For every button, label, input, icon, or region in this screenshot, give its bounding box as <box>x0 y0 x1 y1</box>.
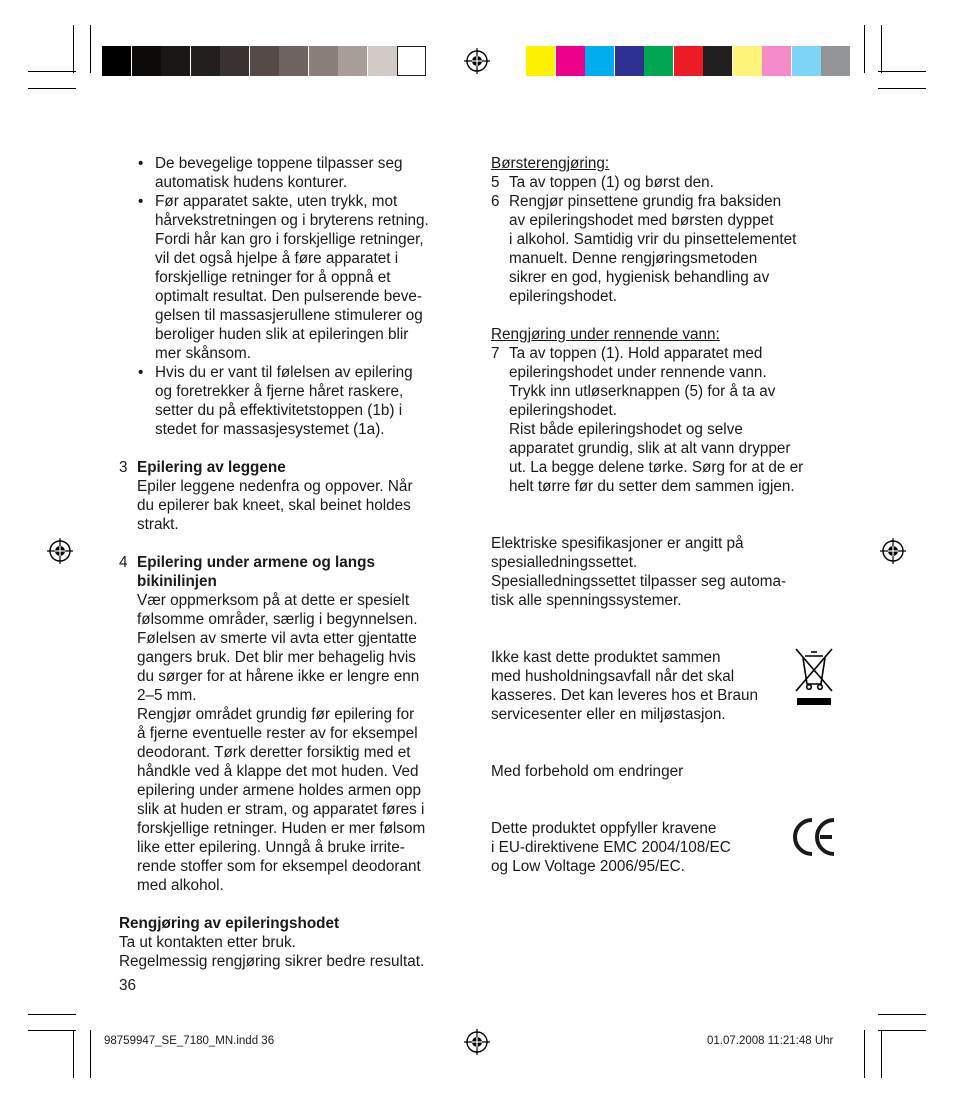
brush-cleaning-heading: Børsterengjøring: <box>491 155 610 172</box>
step-title: Epilering under armene og langs <box>137 554 375 571</box>
step-line: Følelsen av smerte vil avta etter gjentatte <box>137 630 417 647</box>
bullet-item <box>138 192 464 363</box>
crossed-out-wheelie-bin-icon <box>793 646 835 708</box>
bullet-line: mer skånsom. <box>155 345 252 362</box>
color-swatch <box>762 46 791 76</box>
step-line: håndkle ved å klappe det mot huden. Ved <box>137 763 419 780</box>
bullet-line: setter du på effektivitetstoppen (1b) i <box>155 402 403 419</box>
step-line: slik at huden er stram, og apparatet føres i <box>137 801 425 818</box>
left-column <box>119 154 464 995</box>
crop-mark <box>90 1030 91 1078</box>
water-cleaning-heading: Rengjøring under rennende vann: <box>491 326 720 343</box>
cleaning-section <box>119 914 464 971</box>
crop-mark <box>878 88 926 89</box>
registration-mark-icon <box>464 48 490 74</box>
step-line: deodorant. Tørk deretter forsiktig med et <box>137 744 411 761</box>
crop-mark <box>881 1030 882 1078</box>
crop-mark <box>73 25 74 73</box>
paragraph-line: kasseres. Det kan leveres hos et Braun <box>491 687 758 704</box>
bullet-marker: • <box>138 364 144 381</box>
bullet-line: beroliger huden slik at epileringen blir <box>155 326 409 343</box>
color-swatch <box>161 46 190 76</box>
paragraph-line: med husholdningsavfall når det skal <box>491 668 735 685</box>
reservation-note: Med forbehold om endringer <box>491 763 684 780</box>
step-number: 5 <box>491 174 500 191</box>
crop-mark <box>864 1030 865 1078</box>
step-line: manuelt. Denne rengjøringsmetoden <box>509 250 758 267</box>
step-line: Trykk inn utløserknappen (5) for å ta av <box>509 383 776 400</box>
step-number: 4 <box>119 554 128 571</box>
step-4 <box>119 553 464 895</box>
crop-mark <box>878 1014 926 1015</box>
step-line: epilering under armene holdes armen opp <box>137 782 422 799</box>
color-swatch <box>368 46 397 76</box>
step-line: epileringshodet. <box>509 402 618 419</box>
color-swatch <box>615 46 644 76</box>
paragraph-line: Ikke kast dette produktet sammen <box>491 649 721 666</box>
color-swatch <box>585 46 614 76</box>
bullet-item <box>138 154 464 192</box>
step-line: Rengjør pinsettene grundig fra baksiden <box>509 193 782 210</box>
paragraph-line: Spesialledningssettet tilpasser seg automa- <box>491 573 787 590</box>
crop-mark <box>28 1014 76 1015</box>
step-6 <box>491 192 836 306</box>
color-swatch <box>250 46 279 76</box>
timestamp-slug: 01.07.2008 11:21:48 Uhr <box>707 1035 834 1047</box>
color-swatch <box>102 46 131 76</box>
step-number: 3 <box>119 459 128 476</box>
step-line: med alkohol. <box>137 877 224 894</box>
page-number: 36 <box>119 977 137 994</box>
color-swatch <box>309 46 338 76</box>
color-swatch <box>556 46 585 76</box>
step-line: 2–5 mm. <box>137 687 197 704</box>
step-line: å fjerne eventuelle rester av for eksempel <box>137 725 418 742</box>
step-line: helt tørre før du setter dem sammen igjen. <box>509 478 795 495</box>
color-swatch <box>132 46 161 76</box>
color-swatch <box>338 46 367 76</box>
color-swatch <box>397 46 426 76</box>
color-swatch <box>191 46 220 76</box>
step-title: bikinilinjen <box>137 573 217 590</box>
step-line: like etter epilering. Unngå å bruke irrite- <box>137 839 405 856</box>
step-line: Ta av toppen (1). Hold apparatet med <box>509 345 763 362</box>
bullet-line: optimalt resultat. Den pulserende beve- <box>155 288 422 305</box>
color-swatch <box>279 46 308 76</box>
color-swatch <box>733 46 762 76</box>
color-swatch <box>703 46 732 76</box>
paragraph-line: og Low Voltage 2006/95/EC. <box>491 858 685 875</box>
crop-mark <box>90 25 91 73</box>
step-line: ut. La begge delene tørke. Sørg for at de er <box>509 459 804 476</box>
paragraph-line: Dette produktet oppfyller kravene <box>491 820 717 837</box>
crop-mark <box>864 25 865 73</box>
section-line: Regelmessig rengjøring sikrer bedre resultat. <box>119 953 425 970</box>
color-swatch <box>526 46 555 76</box>
paragraph-line: spesialledningssettet. <box>491 554 638 571</box>
step-line: epileringshodet. <box>509 288 618 305</box>
crop-mark <box>73 1030 74 1078</box>
section-heading: Rengjøring av epileringshodet <box>119 915 340 932</box>
crop-mark <box>28 88 76 89</box>
file-slug: 98759947_SE_7180_MN.indd 36 <box>104 1035 275 1047</box>
step-line: gangers bruk. Det blir mer behagelig hvis <box>137 649 416 666</box>
paragraph-line: Elektriske spesifikasjoner er angitt på <box>491 535 744 552</box>
step-line: i alkohol. Samtidig vrir du pinsettelementet <box>509 231 797 248</box>
bullet-line: og foretrekker å fjerne håret raskere, <box>155 383 404 400</box>
color-swatch <box>821 46 850 76</box>
bullet-line: gelsen til massasjerullene stimulerer og <box>155 307 423 324</box>
step-5 <box>491 173 836 192</box>
step-line: Rist både epileringshodet og selve <box>509 421 743 438</box>
electrical-spec-paragraph <box>491 534 836 610</box>
crop-mark <box>878 71 926 72</box>
bullet-line: vil det også hjelpe å føre apparatet i <box>155 250 399 267</box>
registration-mark-icon <box>880 538 906 564</box>
crop-mark <box>878 1030 926 1031</box>
crop-mark <box>881 25 882 73</box>
paragraph-line: servicesenter eller en miljøstasjon. <box>491 706 726 723</box>
registration-mark-icon <box>464 1029 490 1055</box>
bullet-line: automatisk hudens konturer. <box>155 174 348 191</box>
step-line: forskjellige retninger. Huden er mer følsom <box>137 820 426 837</box>
bullet-line: stedet for massasjesystemet (1a). <box>155 421 385 438</box>
step-number: 7 <box>491 345 500 362</box>
step-3 <box>119 458 464 534</box>
ce-mark-icon <box>792 816 838 858</box>
crop-mark <box>28 1030 76 1031</box>
step-line: sikrer en god, hygienisk behandling av <box>509 269 770 286</box>
step-7 <box>491 344 836 496</box>
step-line: rende stoffer som for eksempel deodorant <box>137 858 421 875</box>
step-line: epileringshodet under rennende vann. <box>509 364 767 381</box>
bullet-line: Hvis du er vant til følelsen av epilering <box>155 364 413 381</box>
bullet-line: Før apparatet sakte, uten trykk, mot <box>155 193 398 210</box>
conformity-paragraph <box>491 819 836 876</box>
step-line: Epiler leggene nedenfra og oppover. Når <box>137 478 413 495</box>
step-title: Epilering av leggene <box>137 459 286 476</box>
crop-mark <box>28 71 76 72</box>
color-swatch <box>674 46 703 76</box>
color-swatch <box>220 46 249 76</box>
step-line: Vær oppmerksom på at dette er spesielt <box>137 592 410 609</box>
disposal-paragraph <box>491 648 836 724</box>
bullet-marker: • <box>138 193 144 210</box>
paragraph-line: tisk alle spenningssystemer. <box>491 592 682 609</box>
registration-mark-icon <box>47 538 73 564</box>
bullet-line: De bevegelige toppene tilpasser seg <box>155 155 403 172</box>
color-swatch <box>644 46 673 76</box>
step-line: apparatet grundig, slik at alt vann drypper <box>509 440 791 457</box>
bullet-item <box>138 363 464 439</box>
bullet-line: hårvekstretningen og i bryterens retning. <box>155 212 429 229</box>
step-line: du sørger for at hårene ikke er lengre enn <box>137 668 420 685</box>
paragraph-line: i EU-direktivene EMC 2004/108/EC <box>491 839 731 856</box>
step-line: følsomme områder, særlig i begynnelsen. <box>137 611 418 628</box>
step-line: Ta av toppen (1) og børst den. <box>509 174 714 191</box>
step-line: du epilerer bak kneet, skal beinet holdes <box>137 497 411 514</box>
bullet-marker: • <box>138 155 144 172</box>
bullet-line: Fordi hår kan gro i forskjellige retninger, <box>155 231 424 248</box>
step-line: strakt. <box>137 516 179 533</box>
bullet-line: forskjellige retninger for å oppnå et <box>155 269 391 286</box>
color-swatch <box>792 46 821 76</box>
step-line: Rengjør området grundig før epilering for <box>137 706 415 723</box>
right-column <box>491 154 836 876</box>
section-line: Ta ut kontakten etter bruk. <box>119 934 296 951</box>
step-line: av epileringshodet med børsten dyppet <box>509 212 774 229</box>
step-number: 6 <box>491 193 500 210</box>
